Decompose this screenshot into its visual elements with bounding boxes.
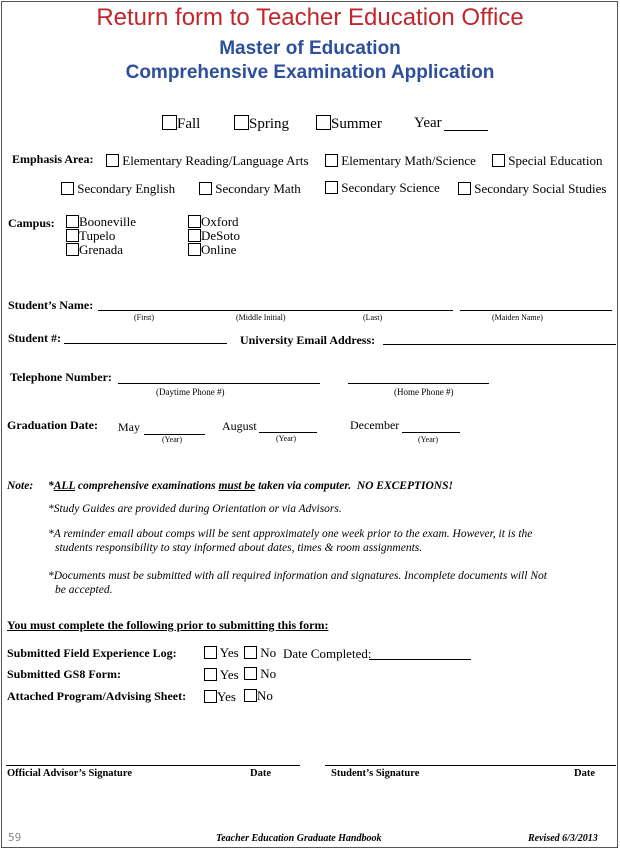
note-line-3a: *A reminder email about comps will be sent approximately one week prior to the exam. However, it is the	[48, 528, 533, 540]
student-signature-label: Student’s Signature	[331, 768, 420, 779]
gs8-no[interactable]	[244, 666, 276, 682]
student-date-label: Date	[574, 768, 595, 779]
emphasis-option-sec-social[interactable]	[458, 181, 606, 197]
august-label: August	[222, 419, 257, 433]
student-name-line[interactable]	[98, 310, 453, 311]
yes-label: Yes	[217, 689, 236, 704]
december-year-line[interactable]	[402, 432, 460, 433]
term-spring[interactable]	[234, 115, 289, 133]
requirements-heading: You must complete the following prior to submitting this form:	[7, 618, 329, 632]
checkbox[interactable]	[66, 229, 79, 242]
note-line-3b: students responsibility to stay informed about dates, times & room assignments.	[55, 542, 423, 554]
checkbox[interactable]	[325, 154, 338, 167]
may-label: May	[118, 420, 140, 434]
note-text: *	[48, 480, 54, 492]
daytime-phone-line[interactable]	[118, 383, 320, 384]
program-sheet-yes[interactable]	[204, 689, 236, 705]
august-year-caption: (Year)	[276, 434, 297, 443]
checkbox[interactable]	[204, 690, 217, 703]
note-line-4b: be accepted.	[55, 584, 113, 596]
option-label: Elementary Reading/Language Arts	[122, 153, 309, 168]
program-sheet-no[interactable]	[244, 688, 273, 704]
date-completed-line[interactable]	[369, 659, 471, 660]
year-label: Year	[414, 115, 442, 131]
summer-checkbox[interactable]	[316, 115, 331, 130]
no-label: No	[260, 666, 277, 681]
handbook-title: Teacher Education Graduate Handbook	[216, 833, 382, 844]
telephone-label: Telephone Number:	[10, 370, 112, 384]
term-fall[interactable]	[162, 115, 200, 133]
campus-grenada[interactable]	[66, 242, 123, 258]
checkbox[interactable]	[66, 243, 79, 256]
fall-checkbox[interactable]	[162, 115, 177, 130]
email-label: University Email Address:	[240, 333, 376, 347]
spring-label: Spring	[249, 116, 290, 132]
note-line-1	[48, 480, 453, 492]
option-label: Tupelo	[79, 228, 116, 243]
no-label: No	[260, 645, 277, 660]
note-emphasis: must be	[218, 480, 256, 492]
page-number: 59	[8, 831, 22, 844]
field-log-no[interactable]	[244, 645, 276, 661]
option-label: Secondary Social Studies	[474, 181, 607, 196]
student-signature-line[interactable]	[325, 765, 616, 766]
option-label: Secondary Science	[341, 180, 440, 195]
checkbox[interactable]	[66, 215, 79, 228]
year-input-line[interactable]	[444, 130, 488, 131]
summer-label: Summer	[331, 116, 382, 132]
option-label: DeSoto	[201, 228, 240, 243]
note-label: Note:	[7, 480, 34, 492]
home-caption: (Home Phone #)	[394, 387, 454, 397]
student-name-label: Student’s Name:	[8, 298, 94, 312]
december-year-caption: (Year)	[418, 435, 439, 444]
middle-caption: (Middle Initial)	[236, 313, 286, 322]
fall-label: Fall	[177, 116, 201, 132]
checkbox[interactable]	[244, 689, 257, 702]
emphasis-label: Emphasis Area:	[12, 152, 94, 166]
yes-label: Yes	[219, 645, 239, 660]
student-number-line[interactable]	[64, 343, 227, 344]
revision-date: Revised 6/3/2013	[528, 833, 598, 844]
term-summer[interactable]	[316, 115, 382, 133]
first-caption: (First)	[134, 313, 154, 322]
emphasis-option-sec-english[interactable]	[61, 181, 175, 197]
gs8-label: Submitted GS8 Form:	[7, 667, 121, 681]
checkbox[interactable]	[199, 182, 212, 195]
no-label: No	[257, 688, 273, 703]
advisor-signature-label: Official Advisor’s Signature	[7, 768, 133, 779]
maiden-name-line[interactable]	[460, 310, 612, 311]
field-log-label: Submitted Field Experience Log:	[7, 646, 177, 660]
yes-label: Yes	[219, 667, 239, 682]
option-label: Secondary English	[77, 181, 176, 196]
note-text: comprehensive examinations	[75, 480, 219, 492]
emphasis-option-sec-math[interactable]	[199, 181, 301, 197]
program-sheet-label: Attached Program/Advising Sheet:	[7, 689, 187, 703]
checkbox[interactable]	[204, 646, 217, 659]
option-label: Secondary Math	[215, 181, 301, 196]
note-emphasis: ALL	[53, 480, 76, 492]
checkbox[interactable]	[492, 154, 505, 167]
advisor-signature-line[interactable]	[6, 765, 300, 766]
checkbox[interactable]	[188, 215, 201, 228]
campus-label: Campus:	[8, 216, 55, 230]
spring-checkbox[interactable]	[234, 115, 249, 130]
note-line-4a: *Documents must be submitted with all required information and signatures. Incomplete documents will Not	[48, 570, 547, 582]
may-year-caption: (Year)	[162, 435, 183, 444]
note-line-2: *Study Guides are provided during Orientation or via Advisors.	[48, 503, 342, 515]
student-number-label: Student #:	[8, 331, 62, 345]
checkbox[interactable]	[106, 154, 119, 167]
option-label: Elementary Math/Science	[341, 153, 476, 168]
checkbox[interactable]	[204, 668, 217, 681]
gs8-yes[interactable]	[204, 667, 239, 683]
title-line-1: Master of Education	[219, 38, 401, 59]
checkbox[interactable]	[61, 182, 74, 195]
option-label: Grenada	[79, 242, 124, 257]
august-year-line[interactable]	[259, 432, 317, 433]
emphasis-option-special-ed[interactable]	[492, 153, 602, 169]
checkbox[interactable]	[244, 667, 257, 680]
last-caption: (Last)	[363, 313, 383, 322]
title-line-2: Comprehensive Examination Application	[125, 62, 495, 83]
email-line[interactable]	[383, 344, 616, 345]
note-text: taken via computer. NO EXCEPTIONS!	[255, 480, 453, 492]
checkbox[interactable]	[188, 243, 201, 256]
home-phone-line[interactable]	[348, 383, 489, 384]
date-completed-label: Date Completed:	[283, 646, 372, 661]
option-label: Booneville	[79, 214, 137, 229]
field-log-yes[interactable]	[204, 645, 239, 661]
emphasis-option-reading[interactable]	[106, 153, 309, 169]
emphasis-option-elem-math[interactable]	[325, 153, 476, 169]
checkbox[interactable]	[244, 646, 257, 659]
checkbox[interactable]	[188, 229, 201, 242]
december-label: December	[350, 418, 400, 432]
option-label: Online	[201, 242, 237, 257]
checkbox[interactable]	[458, 182, 471, 195]
emphasis-option-sec-science[interactable]	[325, 180, 440, 196]
campus-online[interactable]	[188, 242, 236, 258]
option-label: Oxford	[201, 214, 239, 229]
daytime-caption: (Daytime Phone #)	[156, 387, 225, 397]
checkbox[interactable]	[325, 181, 338, 194]
return-notice: Return form to Teacher Education Office	[96, 4, 524, 31]
option-label: Special Education	[508, 153, 603, 168]
graduation-label: Graduation Date:	[7, 418, 98, 432]
maiden-caption: (Maiden Name)	[492, 313, 543, 322]
advisor-date-label: Date	[250, 768, 271, 779]
